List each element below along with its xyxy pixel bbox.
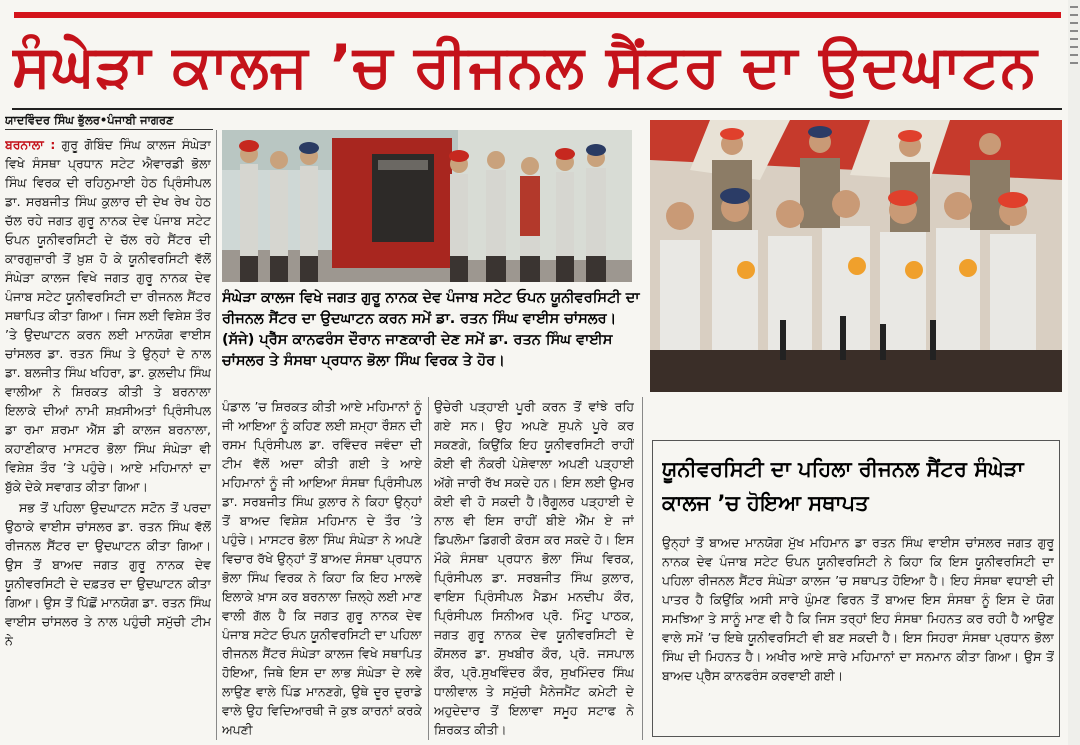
article-column-1 [5, 135, 211, 740]
dateline: ਬਰਨਾਲਾ : [5, 137, 56, 152]
inauguration-photo [222, 130, 632, 282]
sidebar-body: ਉਨ੍ਹਾਂ ਤੋਂ ਬਾਅਦ ਮਾਨਯੋਗ ਮੁੱਖ ਮਹਿਮਾਨ ਡਾ ਰਤਨ ਸਿੰਘ ਵਾਈਸ ਚਾਂਸਲਰ ਜਗਤ ਗੁਰੂ ਨਾਨਕ ਦੇਵ ਪੰਜਾਬ ਸਟੇਟ ਓਪਨ ਯੂਨੀਵਰਸਿਟੀ ਨੇ ਕਿਹਾ ਕਿ ਇਸ ਯੂਨੀਵਰਸਿਟੀ ਦਾ ਪਹਿਲਾ ਰੀਜਨਲ ਸੈਂਟਰ ਸੰਘੇੜਾ ਕਾਲਜ ’ਚ ਸਥਾਪਤ ਹੋਇਆ ਹੈ। ਇਹ ਸੰਸਥਾ ਵਧਾਈ ਦੀ ਪਾਤਰ ਹੈ ਕਿਉਂਕਿ ਅਸੀ ਸਾਰੇ ਘੁੰਮਣ ਫਿਰਨ ਤੋਂ ਬਾਅਦ ਇਸ ਸੰਸਥਾ ਨੂੰ ਇਸ ਦੇ ਯੋਗ ਸਮਝਿਆ ਤੇ ਸਾਨੂੰ ਮਾਣ ਵੀ ਹੈ ਕਿ ਜਿਸ ਤਰ੍ਹਾਂ ਇਹ ਸੰਸਥਾ ਮਿਹਨਤ ਕਰ ਰਹੀ ਹੈ ਆਉਣ ਵਾਲੇ ਸਮੇਂ ’ਚ ਇਥੇ ਯੂਨੀਵਰਸਿਟੀ ਵੀ ਬਣ ਸਕਦੀ ਹੈ। ਇਸ ਸਿਹਰਾ ਸੰਸਥਾ ਪ੍ਰਧਾਨ ਭੋਲਾ ਸਿੰਘ ਦੀ ਮਿਹਨਤ ਹੈ। ਅਖੀਰ ਆਏ ਸਾਰੇ ਮਹਿਮਾਨਾਂ ਦਾ ਸਨਮਾਨ ਕੀਤਾ ਗਿਆ। ਉਸ ਤੋਂ ਬਾਅਦ ਪ੍ਰੈਸ ਕਾਨਫਰੰਸ ਕਰਵਾਈ ਗਈ। [662, 535, 1054, 683]
article-column-2: ਪੰਡਾਲ ’ਚ ਸ਼ਿਰਕਤ ਕੀਤੀ ਆਏ ਮਹਿਮਾਨਾਂ ਨੂੰ ਜੀ ਆਇਆ ਨੂੰ ਕਹਿਣ ਲਈ ਸ਼ਮ੍ਹਾ ਰੌਸ਼ਨ ਦੀ ਰਸਮ ਪ੍ਰਿੰਸੀਪਲ ਡਾ. ਰਵਿੰਦਰ ਜਵੰਦਾ ਦੀ ਟੀਮ ਵੱਲੋਂ ਅਦਾ ਕੀਤੀ ਗਈ ਤੇ ਆਏ ਮਹਿਮਾਨਾਂ ਨੂੰ ਜੀ ਆਇਆ ਸੰਸਥਾ ਪ੍ਰਿੰਸੀਪਲ ਡਾ. ਸਰਬਜੀਤ ਸਿੰਘ ਕੁਲਾਰ ਨੇ ਕਿਹਾ ਉਨ੍ਹਾਂ ਤੋਂ ਬਾਅਦ ਵਿਸ਼ੇਸ਼ ਮਹਿਮਾਨ ਦੇ ਤੌਰ ’ਤੇ ਪਹੁੰਚੇ। ਮਾਸਟਰ ਭੋਲਾ ਸਿੰਘ ਸੰਘੇੜਾ ਨੇ ਅਪਣੇ ਵਿਚਾਰ ਰੱਖੇ ਉਨ੍ਹਾਂ ਤੋਂ ਬਾਅਦ ਸੰਸਥਾ ਪ੍ਰਧਾਨ ਭੋਲਾ ਸਿੰਘ ਵਿਰਕ ਨੇ ਕਿਹਾ ਕਿ ਇਹ ਮਾਲਵੇ ਇਲਾਕੇ ਖ਼ਾਸ ਕਰ ਬਰਨਾਲਾ ਜ਼ਿਲ੍ਹੇ ਲਈ ਮਾਣ ਵਾਲੀ ਗੱਲ ਹੈ ਕਿ ਜਗਤ ਗੁਰੂ ਨਾਨਕ ਦੇਵ ਪੰਜਾਬ ਸਟੇਟ ਓਪਨ ਯੂਨੀਵਰਸਿਟੀ ਦਾ ਪਹਿਲਾ ਰੀਜਨਲ ਸੈਂਟਰ ਸੰਘੇੜਾ ਕਾਲਜ ਵਿਖੇ ਸਥਾਪਿਤ ਹੋਇਆ, ਜਿਥੇ ਇਸ ਦਾ ਲਾਭ ਸੰਘੇੜਾ ਦੇ ਲਵੇ ਲਾਉਣ ਵਾਲੇ ਪਿੰਡ ਮਾਨਣਗੇ, ਉਥੇ ਦੂਰ ਦੁਰਾਡੇ ਵਾਲੇ ਉਹ ਵਿਦਿਆਰਥੀ ਜੋ ਕੁਝ ਕਾਰਨਾਂ ਕਰਕੇ ਅਪਣੀ [222, 399, 422, 737]
page-edge [1068, 0, 1080, 745]
press-conference-photo [650, 120, 1062, 392]
column-divider-2 [428, 397, 429, 740]
column-divider-1 [216, 130, 217, 740]
sidebar-heading: ਯੂਨੀਵਰਸਿਟੀ ਦਾ ਪਹਿਲਾ ਰੀਜਨਲ ਸੈਂਟਰ ਸੰਘੇੜਾ ਕਾਲਜ ’ਚ ਹੋਇਆ ਸਥਾਪਤ [662, 457, 1024, 515]
article-column-3: ਉਚੇਰੀ ਪੜ੍ਹਾਈ ਪੂਰੀ ਕਰਨ ਤੋਂ ਵਾਂਝੇ ਰਹਿ ਗਏ ਸਨ। ਉਹ ਅਪਣੇ ਸੁਪਨੇ ਪੂਰੇ ਕਰ ਸਕਣਗੇ, ਕਿਉਂਕਿ ਇਹ ਯੂਨੀਵਰਸਿਟੀ ਰਾਹੀਂ ਕੋਈ ਵੀ ਨੌਕਰੀ ਪੇਸ਼ੇਵਾਲਾ ਅਪਣੀ ਪੜ੍ਹਾਈ ਅੱਗੇ ਜਾਰੀ ਰੱਖ ਸਕਦੇ ਹਨ। ਇਸ ਲਈ ਉਮਰ ਕੋਈ ਵੀ ਹੋ ਸਕਦੀ ਹੈ।ਰੈਗੂਲਰ ਪੜ੍ਹਾਈ ਦੇ ਨਾਲ ਵੀ ਇਸ ਰਾਹੀਂ ਬੀਏ ਐੱਮ ਏ ਜਾਂ ਡਿਪਲੋਮਾ ਡਿਗਰੀ ਕੋਰਸ ਕਰ ਸਕਦੇ ਹੋ। ਇਸ ਮੌਕੇ ਸੰਸਥਾ ਪ੍ਰਧਾਨ ਭੋਲਾ ਸਿੰਘ ਵਿਰਕ, ਪ੍ਰਿੰਸੀਪਲ ਡਾ. ਸਰਬਜੀਤ ਸਿੰਘ ਕੁਲਾਰ, ਵਾਇਸ ਪ੍ਰਿੰਸੀਪਲ ਮੈਡਮ ਮਨਦੀਪ ਕੌਰ, ਪ੍ਰਿੰਸੀਪਲ ਸਿਨੀਅਰ ਪ੍ਰੋ. ਮਿੰਟੂ ਪਾਠਕ, ਜਗਤ ਗੁਰੂ ਨਾਨਕ ਦੇਵ ਯੂਨੀਵਰਸਿਟੀ ਦੇ ਕੋਂਸਲਰ ਡਾ. ਸੁਖਬੀਰ ਕੌਰ, ਪ੍ਰੋ. ਜਸਪਾਲ ਕੌਰ, ਪ੍ਰੋ.ਸੁਖਵਿੰਦਰ ਕੌਰ, ਸੁਖਮਿੰਦਰ ਸਿੰਘ ਧਾਲੀਵਾਲ ਤੇ ਸਮੁੱਚੀ ਮੈਨੇਜਮੈਂਟ ਕਮੇਟੀ ਦੇ ਅਹੁਦੇਦਾਰ ਤੋਂ ਇਲਾਵਾ ਸਮੂਹ ਸਟਾਫ ਨੇ ਸ਼ਿਰਕਤ ਕੀਤੀ। [434, 399, 634, 737]
headline-rule [12, 108, 1062, 110]
column-1-text-1: ਗੁਰੂ ਗੋਬਿੰਦ ਸਿੰਘ ਕਾਲਜ ਸੰਘੇੜਾ ਵਿਖੇ ਸੰਸਥਾ ਪ੍ਰਧਾਨ ਸਟੇਟ ਐਵਾਰਡੀ ਭੋਲਾ ਸਿੰਘ ਵਿਰਕ ਦੀ ਰਹਿਨੁਮਾਈ ਹੇਠ ਪ੍ਰਿੰਸੀਪਲ ਡਾ. ਸਰਬਜੀਤ ਸਿੰਘ ਕੁਲਾਰ ਦੀ ਦੇਖ ਰੇਖ ਹੇਠ ਚੱਲ ਰਹੇ ਜਗਤ ਗੁਰੂ ਨਾਨਕ ਦੇਵ ਪੰਜਾਬ ਸਟੇਟ ਓਪਨ ਯੂਨੀਵਰਸਿਟੀ ਦੇ ਚੱਲ ਰਹੇ ਸੈਂਟਰ ਦੀ ਕਾਰਗੁਜ਼ਾਰੀ ਤੋਂ ਖ਼ੁਸ਼ ਹੋ ਕੇ ਯੂਨੀਵਰਸਿਟੀ ਵੱਲੋਂ ਸੰਘੇੜਾ ਕਾਲਜ ਵਿਖੇ ਜਗਤ ਗੁਰੂ ਨਾਨਕ ਦੇਵ ਪੰਜਾਬ ਸਟੇਟ ਯੂਨੀਵਰਸਿਟੀ ਦਾ ਰੀਜਨਲ ਸੈਂਟਰ ਸਥਾਪਿਤ ਕੀਤਾ ਗਿਆ। ਜਿਸ ਲਈ ਵਿਸ਼ੇਸ਼ ਤੌਰ ’ਤੇ ਉਦਘਾਟਨ ਕਰਨ ਲਈ ਮਾਨਯੋਗ ਵਾਈਸ ਚਾਂਸਲਰ ਡਾ. ਰਤਨ ਸਿੰਘ ਤੇ ਉਨ੍ਹਾਂ ਦੇ ਨਾਲ ਡਾ. ਬਲਜੀਤ ਸਿੰਘ ਖਹਿਰਾ, ਡਾ. ਕੁਲਦੀਪ ਸਿੰਘ ਵਾਲੀਆ ਨੇ ਸ਼ਿਰਕਤ ਕੀਤੀ ਤੇ ਬਰਨਾਲਾ ਇਲਾਕੇ ਦੀਆਂ ਨਾਮੀ ਸ਼ਖ਼ਸੀਅਤਾਂ ਪ੍ਰਿੰਸੀਪਲ ਡਾ ਰਮਾ ਸ਼ਰਮਾ ਐੱਸ ਡੀ ਕਾਲਜ ਬਰਨਾਲਾ, ਕਹਾਣੀਕਾਰ ਮਾਸਟਰ ਭੋਲਾ ਸਿੰਘ ਸੰਘੇੜਾ ਵੀ ਵਿਸ਼ੇਸ਼ ਤੌਰ ’ਤੇ ਪਹੁੰਚੇ। ਆਏ ਮਹਿਮਾਨਾਂ ਦਾ ਬੁੱਕੇ ਦੇਕੇ ਸਵਾਗਤ ਕੀਤਾ ਗਿਆ। [5, 137, 211, 494]
column-divider-3 [642, 397, 643, 740]
byline-rule [5, 129, 213, 130]
article-headline: ਸੰਘੇੜਾ ਕਾਲਜ ’ਚ ਰੀਜਨਲ ਸੈਂਟਰ ਦਾ ਉਦਘਾਟਨ [12, 32, 1038, 100]
byline: ਯਾਦਵਿੰਦਰ ਸਿੰਘ ਭੁੱਲਰ•ਪੰਜਾਬੀ ਜਾਗਰਣ [5, 113, 174, 127]
top-red-rule [14, 12, 1061, 18]
photo-caption: ਸੰਘੇੜਾ ਕਾਲਜ ਵਿਖੇ ਜਗਤ ਗੁਰੂ ਨਾਨਕ ਦੇਵ ਪੰਜਾਬ ਸਟੇਟ ਓਪਨ ਯੂਨੀਵਰਸਿਟੀ ਦਾ ਰੀਜਨਲ ਸੈਂਟਰ ਦਾ ਉਦਘਾਟਨ ਕਰਨ ਸਮੇਂ ਡਾ. ਰਤਨ ਸਿੰਘ ਵਾਈਸ ਚਾਂਸਲਰ।(ਸੱਜੇ) ਪ੍ਰੈੱਸ ਕਾਨਫਰੰਸ ਦੌਰਾਨ ਜਾਣਕਾਰੀ ਦੇਣ ਸਮੇਂ ਡਾ. ਰਤਨ ਸਿੰਘ ਵਾਈਸ ਚਾਂਸਲਰ ਤੇ ਸੰਸਥਾ ਪ੍ਰਧਾਨ ਭੋਲਾ ਸਿੰਘ ਵਿਰਕ ਤੇ ਹੋਰ। [222, 290, 640, 369]
column-1-paragraph-1 [5, 135, 211, 496]
column-1-paragraph-2: ਸਭ ਤੋਂ ਪਹਿਲਾ ਉਦਘਾਟਨ ਸਟੋਨ ਤੋਂ ਪਰਦਾ ਉਠਾਕੇ ਵਾਈਸ ਚਾਂਸਲਰ ਡਾ. ਰਤਨ ਸਿੰਘ ਵੱਲੋਂ ਰੀਜਨਲ ਸੈਂਟਰ ਦਾ ਉਦਘਾਟਨ ਕੀਤਾ ਗਿਆ। ਉਸ ਤੋਂ ਬਾਅਦ ਜਗਤ ਗੁਰੂ ਨਾਨਕ ਦੇਵ ਯੂਨੀਵਰਸਿਟੀ ਦੇ ਦਫ਼ਤਰ ਦਾ ਉਦਘਾਟਨ ਕੀਤਾ ਗਿਆ। ਉਸ ਤੋਂ ਪਿੱਛੋਂ ਮਾਨਯੋਗ ਡਾ. ਰਤਨ ਸਿੰਘ ਵਾਈਸ ਚਾਂਸਲਰ ਤੇ ਨਾਲ ਪਹੁੰਚੀ ਸਮੁੱਚੀ ਟੀਮ ਨੇ [5, 500, 211, 648]
